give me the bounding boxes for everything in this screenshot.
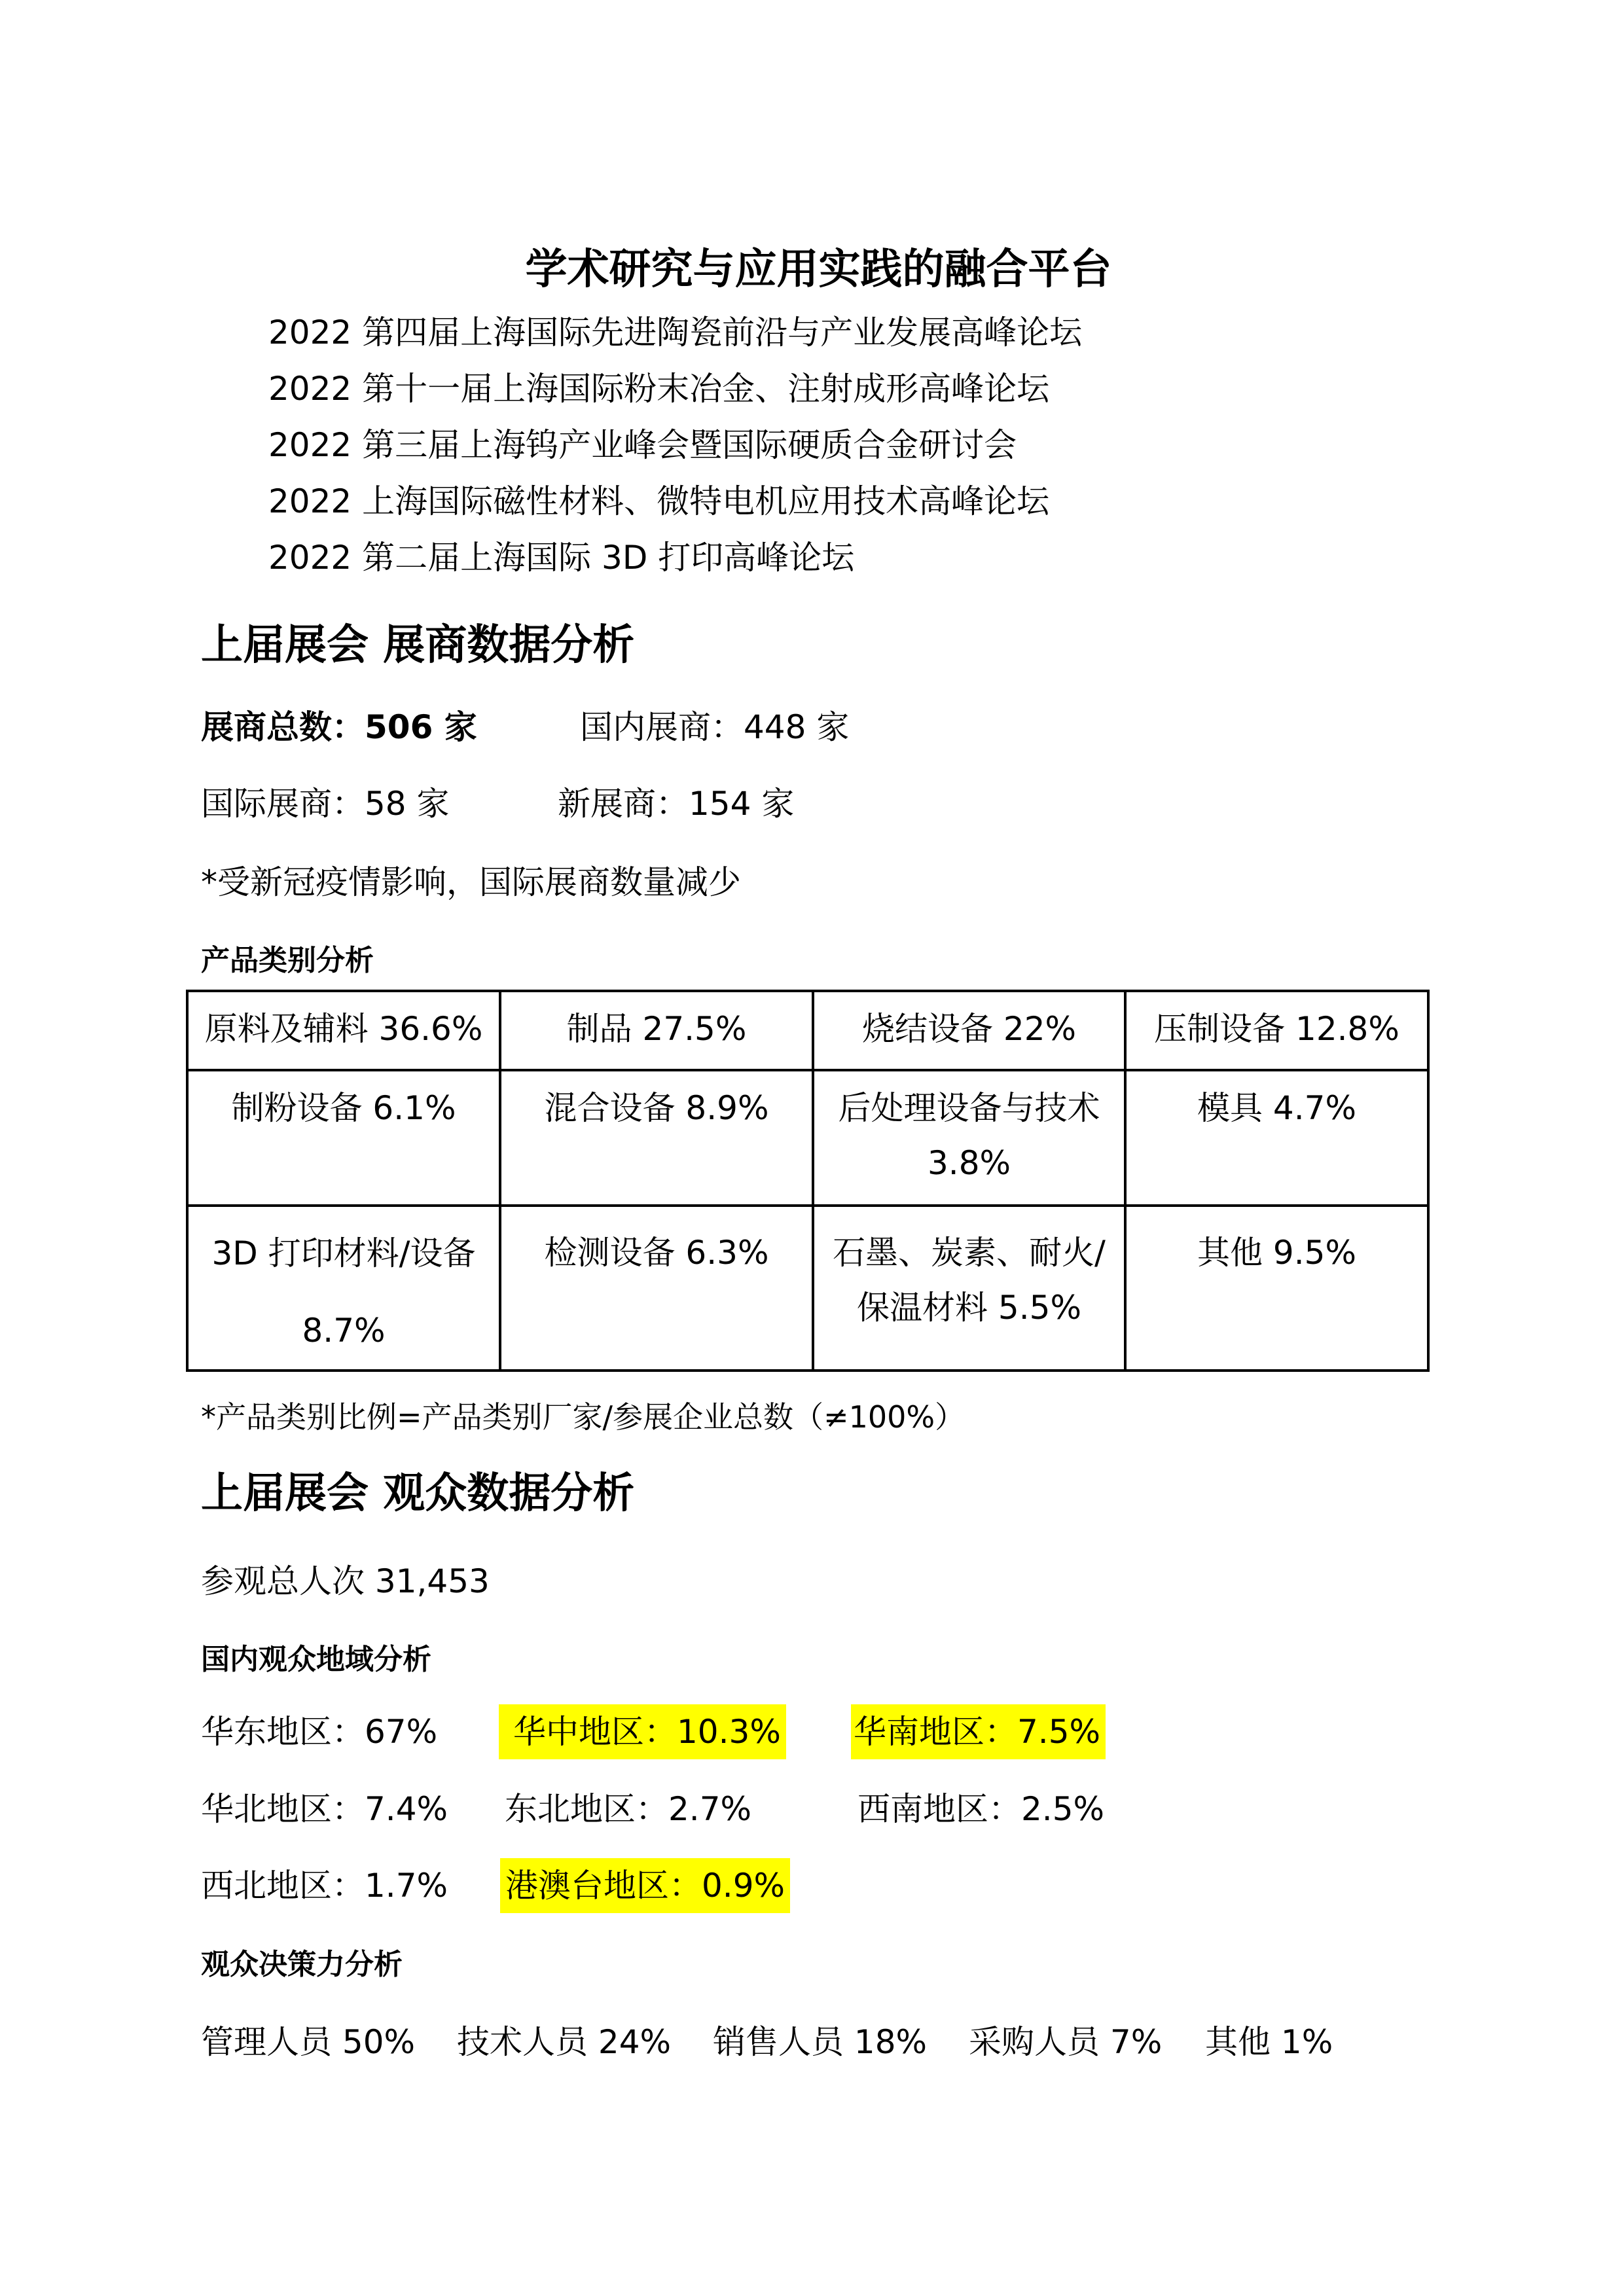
decision-heading: 观众决策力分析 [201, 1948, 403, 1981]
category-cell: 石墨、炭素、耐火/ 保温材料 5.5% [813, 1206, 1125, 1371]
category-cell: 压制设备 12.8% [1125, 991, 1428, 1070]
category-cell: 检测设备 6.3% [500, 1206, 813, 1371]
forum-item: 2022 上海国际磁性材料、微特电机应用技术高峰论坛 [268, 482, 1050, 520]
exhibitor-international: 国际展商：58 家 [201, 785, 450, 823]
exhibitor-domestic: 国内展商：448 家 [580, 708, 850, 746]
forum-item: 2022 第十一届上海国际粉末冶金、注射成形高峰论坛 [268, 370, 1050, 408]
region-item-highlighted: 港澳台地区：0.9% [500, 1858, 790, 1913]
category-cell: 烧结设备 22% [813, 991, 1125, 1070]
region-item: 华北地区：7.4% [201, 1790, 448, 1828]
category-heading: 产品类别分析 [201, 944, 374, 977]
region-item: 东北地区：2.7% [505, 1790, 752, 1828]
category-cell: 混合设备 8.9% [500, 1070, 813, 1206]
exhibitor-note: *受新冠疫情影响，国际展商数量减少 [201, 863, 741, 901]
category-cell: 制品 27.5% [500, 991, 813, 1070]
category-cell: 原料及辅料 36.6% [187, 991, 500, 1070]
exhibitor-new: 新展商：154 家 [558, 785, 795, 823]
decision-item: 销售人员 18% [713, 2023, 928, 2061]
decision-item: 其他 1% [1205, 2023, 1333, 2061]
region-item: 西北地区：1.7% [201, 1867, 448, 1905]
product-category-table [186, 990, 1430, 1372]
table-row [187, 1206, 1428, 1371]
forum-item: 2022 第四届上海国际先进陶瓷前沿与产业发展高峰论坛 [268, 314, 1083, 351]
region-item: 华东地区：67% [201, 1713, 438, 1751]
forum-item: 2022 第二届上海国际 3D 打印高峰论坛 [268, 539, 855, 577]
region-item-highlighted: 华南地区：7.5% [851, 1704, 1106, 1759]
decision-item: 采购人员 7% [969, 2023, 1163, 2061]
forum-item: 2022 第三届上海钨产业峰会暨国际硬质合金研讨会 [268, 426, 1017, 464]
table-row [187, 991, 1428, 1070]
category-cell: 3D 打印材料/设备 8.7% [187, 1206, 500, 1371]
decision-item: 技术人员 24% [457, 2023, 672, 2061]
category-cell: 制粉设备 6.1% [187, 1070, 500, 1206]
visitor-section-heading: 上届展会 观众数据分析 [201, 1469, 635, 1518]
exhibitor-section-heading: 上届展会 展商数据分析 [201, 621, 635, 670]
region-heading: 国内观众地域分析 [201, 1643, 431, 1676]
category-cell: 其他 9.5% [1125, 1206, 1428, 1371]
page-title: 学术研究与应用实践的融合平台 [525, 245, 1112, 294]
exhibitor-total: 展商总数：506 家 [201, 708, 477, 746]
region-item: 西南地区：2.5% [857, 1790, 1105, 1828]
category-note: *产品类别比例=产品类别厂家/参展企业总数（≠100%） [201, 1399, 965, 1435]
category-cell: 模具 4.7% [1125, 1070, 1428, 1206]
visitor-total: 参观总人次 31,453 [201, 1562, 490, 1600]
category-cell: 后处理设备与技术 3.8% [813, 1070, 1125, 1206]
region-item-highlighted: 华中地区：10.3% [499, 1704, 786, 1759]
table-row [187, 1070, 1428, 1206]
decision-item: 管理人员 50% [201, 2023, 416, 2061]
